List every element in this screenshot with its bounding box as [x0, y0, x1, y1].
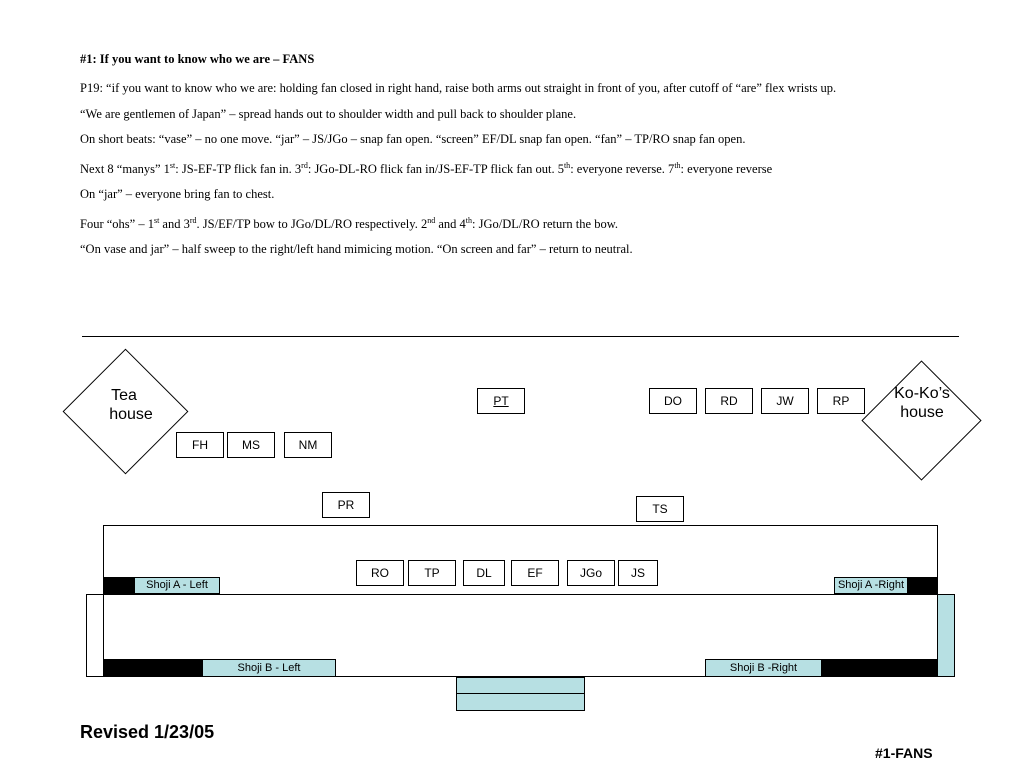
manys-sup-d: th	[674, 160, 681, 170]
manys-text-c: : JGo-DL-RO flick fan in/JS-EF-TP flick fan out. 5	[307, 161, 564, 176]
shoji-a-right-black-panel	[907, 577, 938, 594]
position-dl: DL	[463, 560, 505, 586]
ohs-sup-b: rd	[189, 215, 197, 225]
position-rd: RD	[705, 388, 753, 414]
shoji-a-left-black-panel	[103, 577, 135, 594]
ohs-sup-d: th	[465, 215, 472, 225]
position-rp: RP	[817, 388, 865, 414]
revised-date: Revised 1/23/05	[80, 722, 215, 742]
ohs-sup-a: st	[153, 215, 160, 225]
koko-house-line2: house	[900, 404, 944, 421]
koko-house-label	[884, 384, 960, 422]
manys-sup-b: rd	[301, 160, 308, 170]
notes-line-jar: On “jar” – everyone bring fan to chest.	[80, 187, 275, 202]
notes-heading: #1: If you want to know who we are – FANS	[80, 52, 315, 66]
position-nm: NM	[284, 432, 332, 458]
notes-line-gentlemen: “We are gentlemen of Japan” – spread hands out to shoulder width and pull back to shoulder plane.	[80, 106, 577, 121]
manys-sup-c: th	[563, 160, 571, 170]
ohs-sup-c: nd	[427, 215, 436, 225]
ohs-text-e: : JGo/DL/RO return the bow.	[472, 216, 619, 231]
position-do: DO	[649, 388, 697, 414]
position-jgo: JGo	[567, 560, 615, 586]
front-step-upper	[456, 677, 585, 694]
shoji-b-left: Shoji B - Left	[202, 659, 336, 677]
position-pt: PT	[477, 388, 525, 414]
koko-house-line1: Ko-Ko’s	[894, 385, 950, 402]
position-fh: FH	[176, 432, 224, 458]
manys-text-b: : JS-EF-TP flick fan in. 3	[175, 161, 302, 176]
shoji-a-right: Shoji A -Right	[834, 577, 908, 594]
slide-label: #1-FANS	[875, 745, 933, 761]
manys-text-e: : everyone reverse	[680, 161, 773, 176]
shoji-b-right-black-panel	[821, 659, 938, 677]
tea-house-label	[96, 386, 166, 424]
notes-line-short-beats: On short beats: “vase” – no one move. “jar” – JS/JGo – snap fan open. “screen” EF/DL snap fan open. “fan” – TP/RO snap fan open.	[80, 132, 746, 146]
position-ef: EF	[511, 560, 559, 586]
front-step-lower	[456, 693, 585, 711]
shoji-a-left: Shoji A - Left	[134, 577, 220, 594]
position-tp: TP	[408, 560, 456, 586]
ohs-text-b: and 3	[159, 216, 190, 231]
right-side-panel	[937, 594, 955, 677]
position-js: JS	[618, 560, 658, 586]
ohs-text-a: Four “ohs” – 1	[80, 216, 154, 231]
ohs-text-c: . JS/EF/TP bow to JGo/DL/RO respectively. 2	[196, 216, 428, 231]
shoji-b-left-black-panel	[103, 659, 203, 677]
position-pr: PR	[322, 492, 370, 518]
notes-line-p19: P19: “if you want to know who we are: holding fan closed in right hand, raise both arms out straight in front of you, after cutoff of “are” flex wrists up.	[80, 81, 837, 95]
tea-house-line1: Tea	[111, 387, 137, 404]
ohs-text-d: and 4	[435, 216, 466, 231]
tea-house-line2: house	[109, 406, 153, 423]
shoji-b-right: Shoji B -Right	[705, 659, 822, 677]
notes-line-vase-jar: “On vase and jar” – half sweep to the right/left hand mimicing motion. “On screen and far” – return to neutral.	[80, 242, 633, 257]
manys-text-a: Next 8 “manys” 1	[80, 161, 170, 176]
manys-text-d: : everyone reverse. 7	[570, 161, 675, 176]
position-ro: RO	[356, 560, 404, 586]
manys-sup-a: st	[169, 160, 176, 170]
position-ms: MS	[227, 432, 275, 458]
position-ts: TS	[636, 496, 684, 522]
position-jw: JW	[761, 388, 809, 414]
